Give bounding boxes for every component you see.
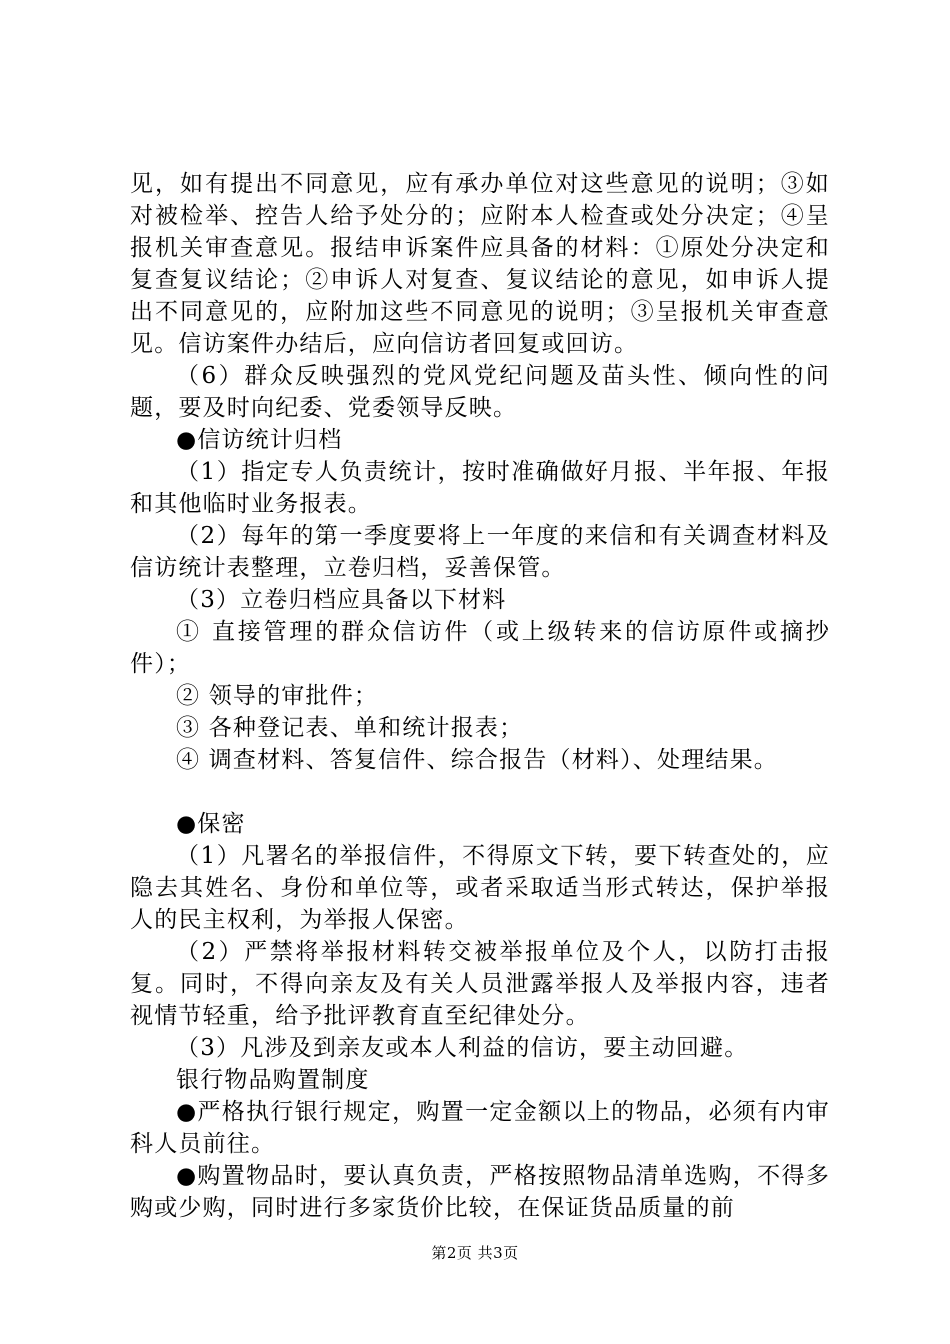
section-heading-confidential: ●保密 (176, 811, 246, 837)
paragraph-archive-2: （2）每年的第一季度要将上一年度的来信和有关调查材料及信访统计表整理，立卷归档，妥善保管。 (130, 523, 830, 581)
document-body (130, 168, 830, 1224)
paragraph-confidential-3: （3）凡涉及到亲友或本人利益的信访，要主动回避。 (176, 1035, 749, 1061)
blank-line (130, 776, 830, 808)
paragraph-purchase-1: ●严格执行银行规定，购置一定金额以上的物品，必须有内审科人员前往。 (130, 1099, 830, 1157)
list-item-2: ② 领导的审批件； (176, 683, 379, 709)
paragraph-confidential-1: （1）凡署名的举报信件，不得原文下转，要下转查处的，应隐去其姓名、身份和单位等，或者采取适当形式转达，保护举报人的民主权利，为举报人保密。 (130, 843, 830, 933)
paragraph-confidential-2: （2）严禁将举报材料转交被举报单位及个人，以防打击报复。同时，不得向亲友及有关人员泄露举报人及举报内容，违者视情节轻重，给予批评教育直至纪律处分。 (130, 939, 830, 1029)
section-heading-purchase: 银行物品购置制度 (176, 1067, 370, 1093)
page-footer: 第2页 共3页 (431, 1244, 519, 1262)
list-item-4: ④ 调查材料、答复信件、综合报告（材料）、处理结果。 (176, 747, 779, 773)
list-item-3: ③ 各种登记表、单和统计报表； (176, 715, 524, 741)
paragraph-archive-3: （3）立卷归档应具备以下材料 (176, 587, 507, 613)
paragraph-archive-1: （1）指定专人负责统计，按时准确做好月报、半年报、年报和其他临时业务报表。 (130, 459, 830, 517)
list-item-1: ① 直接管理的群众信访件（或上级转来的信访原件或摘抄件）； (130, 619, 830, 677)
paragraph-1: 见，如有提出不同意见，应有承办单位对这些意见的说明；③如对被检举、控告人给予处分的；应附本人检查或处分决定；④呈报机关审查意见。报结申诉案件应具备的材料：①原处分决定和复查复议结论；②申诉人对复查、复议结论的意见，如申诉人提出不同意见的，应附加这些不同意见的说明；③呈报机关审查意见。信访案件办结后，应向信访者回复或回访。 (130, 171, 830, 357)
section-heading-archive: ●信访统计归档 (176, 427, 343, 453)
paragraph-purchase-2: ●购置物品时，要认真负责，严格按照物品清单选购，不得多购或少购，同时进行多家货价比较，在保证货品质量的前 (130, 1163, 830, 1221)
paragraph-2: （6）群众反映强烈的党风党纪问题及苗头性、倾向性的问题，要及时向纪委、党委领导反映。 (130, 363, 830, 421)
